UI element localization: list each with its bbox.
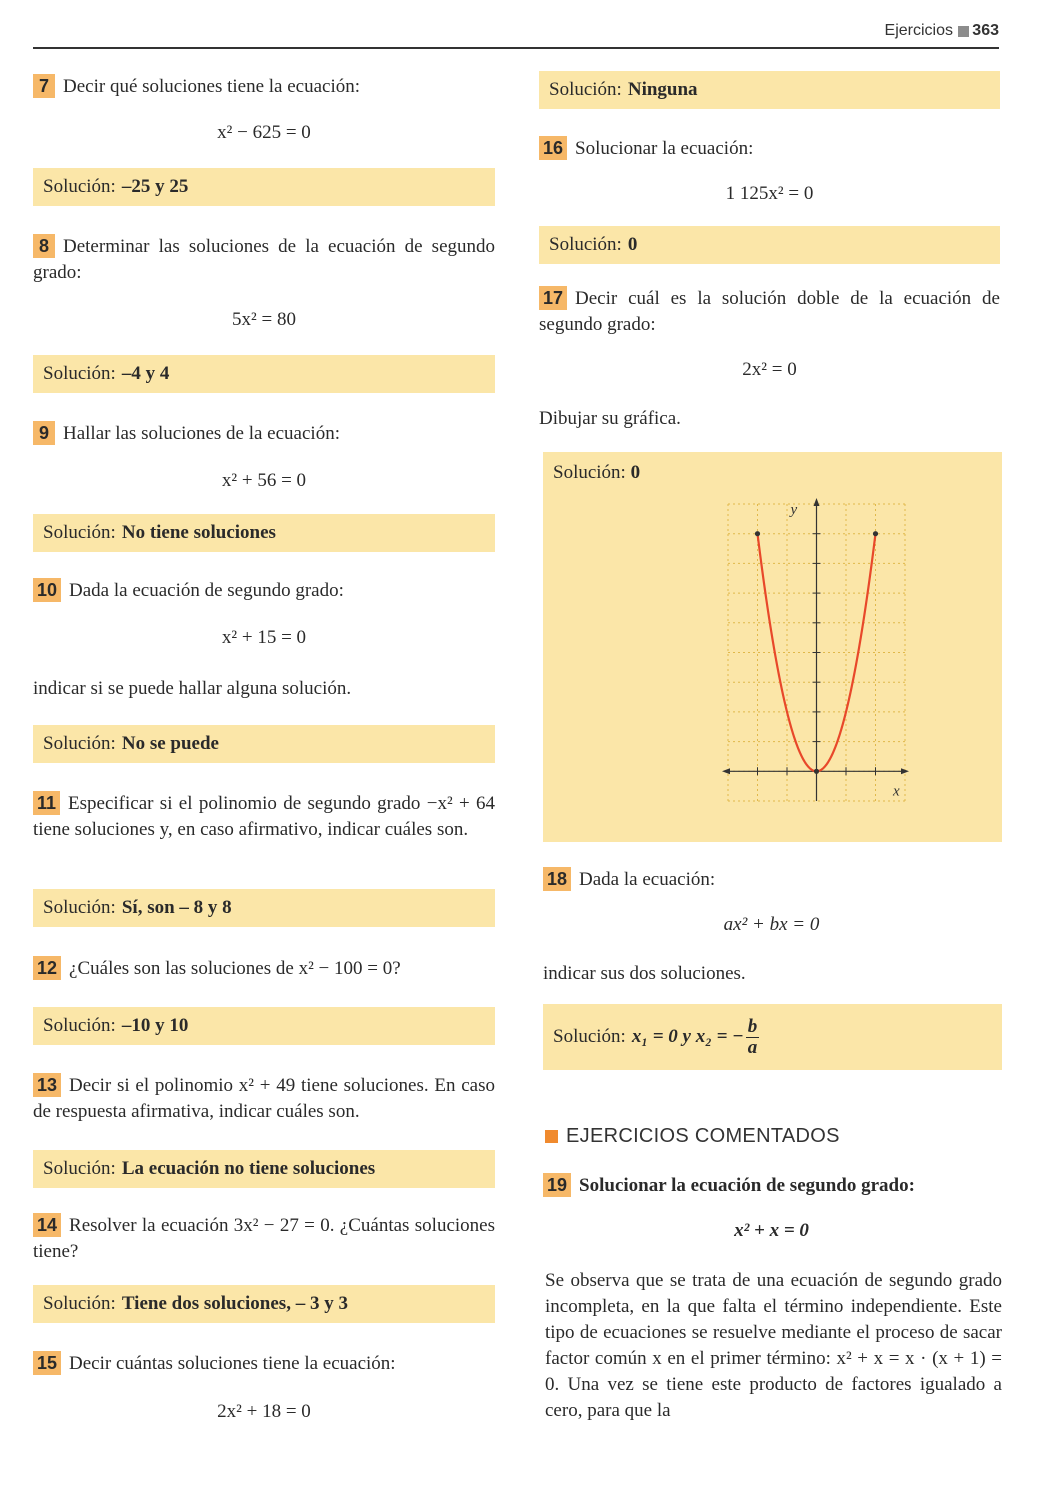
solution-box: [33, 355, 495, 393]
exercise-followup: indicar si se puede hallar alguna solución.: [33, 678, 352, 699]
solution-value: No se puede: [121, 733, 219, 754]
fraction-numerator: b: [747, 1015, 758, 1037]
exercise-12: [33, 956, 495, 982]
solution-value: x₁ = 0 y x₂ = −: [631, 1026, 744, 1047]
solution-box: [539, 226, 1000, 264]
exercise-text: ¿Cuáles son las soluciones de x² − 100 = 0?: [69, 958, 401, 979]
solution-label: Solución:: [43, 897, 116, 918]
solution-value: No tiene soluciones: [121, 522, 276, 543]
solution-box: [33, 1285, 495, 1323]
solution-box: [539, 71, 1000, 109]
solution-box: [33, 514, 495, 552]
header-rule: [33, 47, 999, 49]
exercise-text: Solucionar la ecuación:: [575, 138, 754, 159]
equation: 5x² = 80: [232, 309, 296, 330]
exercise-text: Determinar las soluciones de la ecuación de segundo grado:: [33, 236, 495, 283]
exercise-followup: indicar sus dos soluciones.: [543, 963, 746, 984]
exercise-number: 15: [33, 1351, 61, 1375]
exercise-number: 7: [33, 74, 55, 98]
exercise-text: Dada la ecuación de segundo grado:: [69, 580, 344, 601]
exercise-18: [543, 867, 1000, 893]
page-header: [33, 22, 999, 46]
solution-label: Solución:: [43, 522, 116, 543]
solution-label: Solución:: [43, 733, 116, 754]
exercise-13: [33, 1073, 495, 1125]
exercise-10: [33, 578, 495, 604]
solution-label: Solución: 0: [553, 462, 641, 483]
exercise-11: [33, 791, 495, 843]
solution-value: 0: [630, 462, 641, 483]
exercise-7: [33, 74, 495, 100]
x-axis-label: x: [893, 783, 900, 800]
y-axis-label: y: [790, 502, 798, 518]
solution-label: Solución:: [553, 1026, 626, 1047]
exercise-number: 19: [543, 1173, 571, 1197]
exercise-15: [33, 1351, 495, 1377]
equation: 1 125x² = 0: [725, 183, 814, 204]
exercise-number: 17: [539, 286, 567, 310]
exercise-16: [539, 136, 1000, 162]
exercise-text: Hallar las soluciones de la ecuación:: [63, 423, 340, 444]
section-title: EJERCICIOS COMENTADOS: [566, 1125, 840, 1147]
equation: x² − 625 = 0: [217, 122, 311, 143]
exercise-14: [33, 1213, 495, 1265]
exercise-17: [539, 286, 1000, 338]
header-section: Ejercicios: [884, 22, 953, 39]
exercise-number: 12: [33, 956, 61, 980]
exercise-number: 10: [33, 578, 61, 602]
equation: x² + 56 = 0: [221, 470, 307, 491]
exercise-number: 16: [539, 136, 567, 160]
solution-fraction: [746, 1017, 760, 1058]
x-axis-arrow-left: [722, 768, 730, 774]
exercise-text: Decir si el polinomio x² + 49 tiene soluciones. En caso de respuesta afirmativa, indicar cuáles son.: [33, 1075, 495, 1122]
solution-value: –4 y 4: [121, 363, 170, 384]
exercise-8: [33, 234, 495, 286]
exercise-text: Decir cuál es la solución doble de la ecuación de segundo grado:: [539, 288, 1000, 335]
exercise-number: 8: [33, 234, 55, 258]
solution-value: 0: [627, 234, 638, 255]
exercise-number: 14: [33, 1213, 61, 1237]
solution-label: Solución:: [549, 79, 622, 100]
solution-label: Solución:: [43, 1158, 116, 1179]
solution-label: Solución:: [43, 176, 116, 197]
solution-box: [33, 889, 495, 927]
y-axis-arrow: [814, 498, 820, 506]
solution-label: Solución:: [549, 234, 622, 255]
exercise-number: 13: [33, 1073, 61, 1097]
exercise-number: 11: [33, 791, 60, 815]
solution-value: Sí, son – 8 y 8: [121, 897, 232, 918]
solution-value: Tiene dos soluciones, – 3 y 3: [121, 1293, 348, 1314]
solution-box: [33, 725, 495, 763]
data-point: [873, 531, 878, 536]
solution-box: [33, 1150, 495, 1188]
data-point: [814, 769, 819, 774]
exercise-19: [543, 1173, 1000, 1199]
exercise-9: [33, 421, 495, 447]
exercise-text: Solucionar la ecuación de segundo grado:: [579, 1175, 915, 1196]
exercise-text: Decir cuántas soluciones tiene la ecuación:: [69, 1353, 396, 1374]
solution-box: [543, 1004, 1002, 1070]
exercise-text: Especificar si el polinomio de segundo grado −x² + 64 tiene soluciones y, en caso afirmativo, indicar cuáles son.: [33, 793, 495, 840]
solution-value: La ecuación no tiene soluciones: [121, 1158, 376, 1179]
fraction-denominator: a: [747, 1036, 758, 1058]
solution-value: –25 y 25: [121, 176, 189, 197]
equation: x² + 15 = 0: [221, 627, 307, 648]
equation: ax² + bx = 0: [723, 914, 820, 935]
exercise-followup: Dibujar su gráfica.: [539, 408, 681, 429]
solution-box: [33, 168, 495, 206]
data-point: [755, 531, 760, 536]
solution-label: Solución:: [43, 1015, 116, 1036]
solution-value: Ninguna: [627, 79, 698, 100]
solution-label: Solución:: [43, 363, 116, 384]
exercise-number: 9: [33, 421, 55, 445]
solution-label: Solución:: [43, 1293, 116, 1314]
header-square-icon: [958, 26, 969, 37]
exercise-number: 18: [543, 867, 571, 891]
graph-solution-box: [543, 452, 1002, 842]
page-number: 363: [972, 22, 999, 39]
solution-box: [33, 1007, 495, 1045]
commentary-paragraph: Se observa que se trata de una ecuación de segundo grado incompleta, en la que falta el término independiente. Este tipo de ecuaciones se resuelve mediante el proceso de sacar factor común x en el primer término: x² + x = x · (x + 1) = 0. Una vez se tiene este producto de factores igualado a cero, para que la: [545, 1270, 1002, 1421]
equation: x² + x = 0: [734, 1220, 809, 1241]
equation: 2x² + 18 = 0: [217, 1401, 311, 1422]
equation: 2x² = 0: [742, 359, 797, 380]
solution-value: –10 y 10: [121, 1015, 189, 1036]
exercise-text: Resolver la ecuación 3x² − 27 = 0. ¿Cuántas soluciones tiene?: [33, 1215, 495, 1262]
parabola-chart: [543, 452, 1002, 842]
exercise-text: Decir qué soluciones tiene la ecuación:: [63, 76, 361, 97]
section-square-icon: [545, 1130, 558, 1143]
exercise-text: Dada la ecuación:: [579, 869, 716, 890]
